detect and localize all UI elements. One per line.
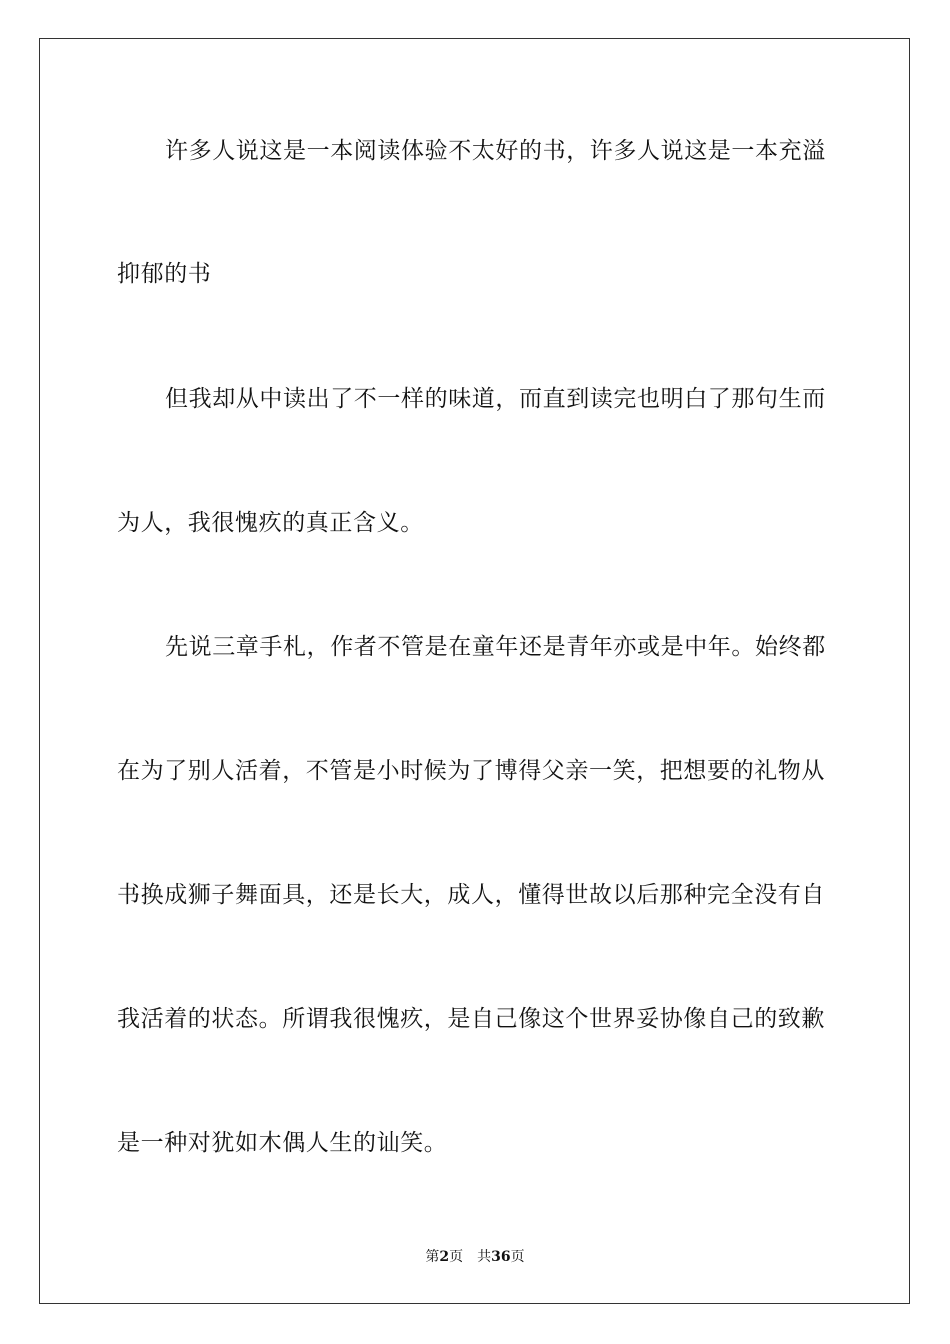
- page-border: [39, 38, 910, 1304]
- page-suffix: 页: [510, 1249, 525, 1265]
- page-footer: [0, 1248, 950, 1266]
- page-current: 2: [439, 1249, 450, 1265]
- page-mid: 页 共: [449, 1249, 492, 1265]
- body-line-5: 先说三章手札，作者不管是在童年还是青年亦或是中年。始终都: [165, 634, 826, 660]
- body-line-9: 是一种对犹如木偶人生的讪笑。: [117, 1130, 448, 1156]
- page-prefix: 第: [425, 1249, 440, 1265]
- body-line-4: 为人，我很愧疚的真正含义。: [117, 510, 424, 536]
- page-total: 36: [491, 1249, 511, 1265]
- body-line-6: 在为了别人活着，不管是小时候为了博得父亲一笑，把想要的礼物从: [117, 758, 825, 784]
- body-line-7: 书换成狮子舞面具，还是长大，成人，懂得世故以后那种完全没有自: [117, 882, 825, 908]
- body-line-2: 抑郁的书: [117, 261, 212, 287]
- body-line-3: 但我却从中读出了不一样的味道，而直到读完也明白了那句生而: [165, 386, 826, 412]
- body-line-8: 我活着的状态。所谓我很愧疚，是自己像这个世界妥协像自己的致歉: [117, 1006, 825, 1032]
- body-line-1: 许多人说这是一本阅读体验不太好的书，许多人说这是一本充溢: [165, 138, 826, 164]
